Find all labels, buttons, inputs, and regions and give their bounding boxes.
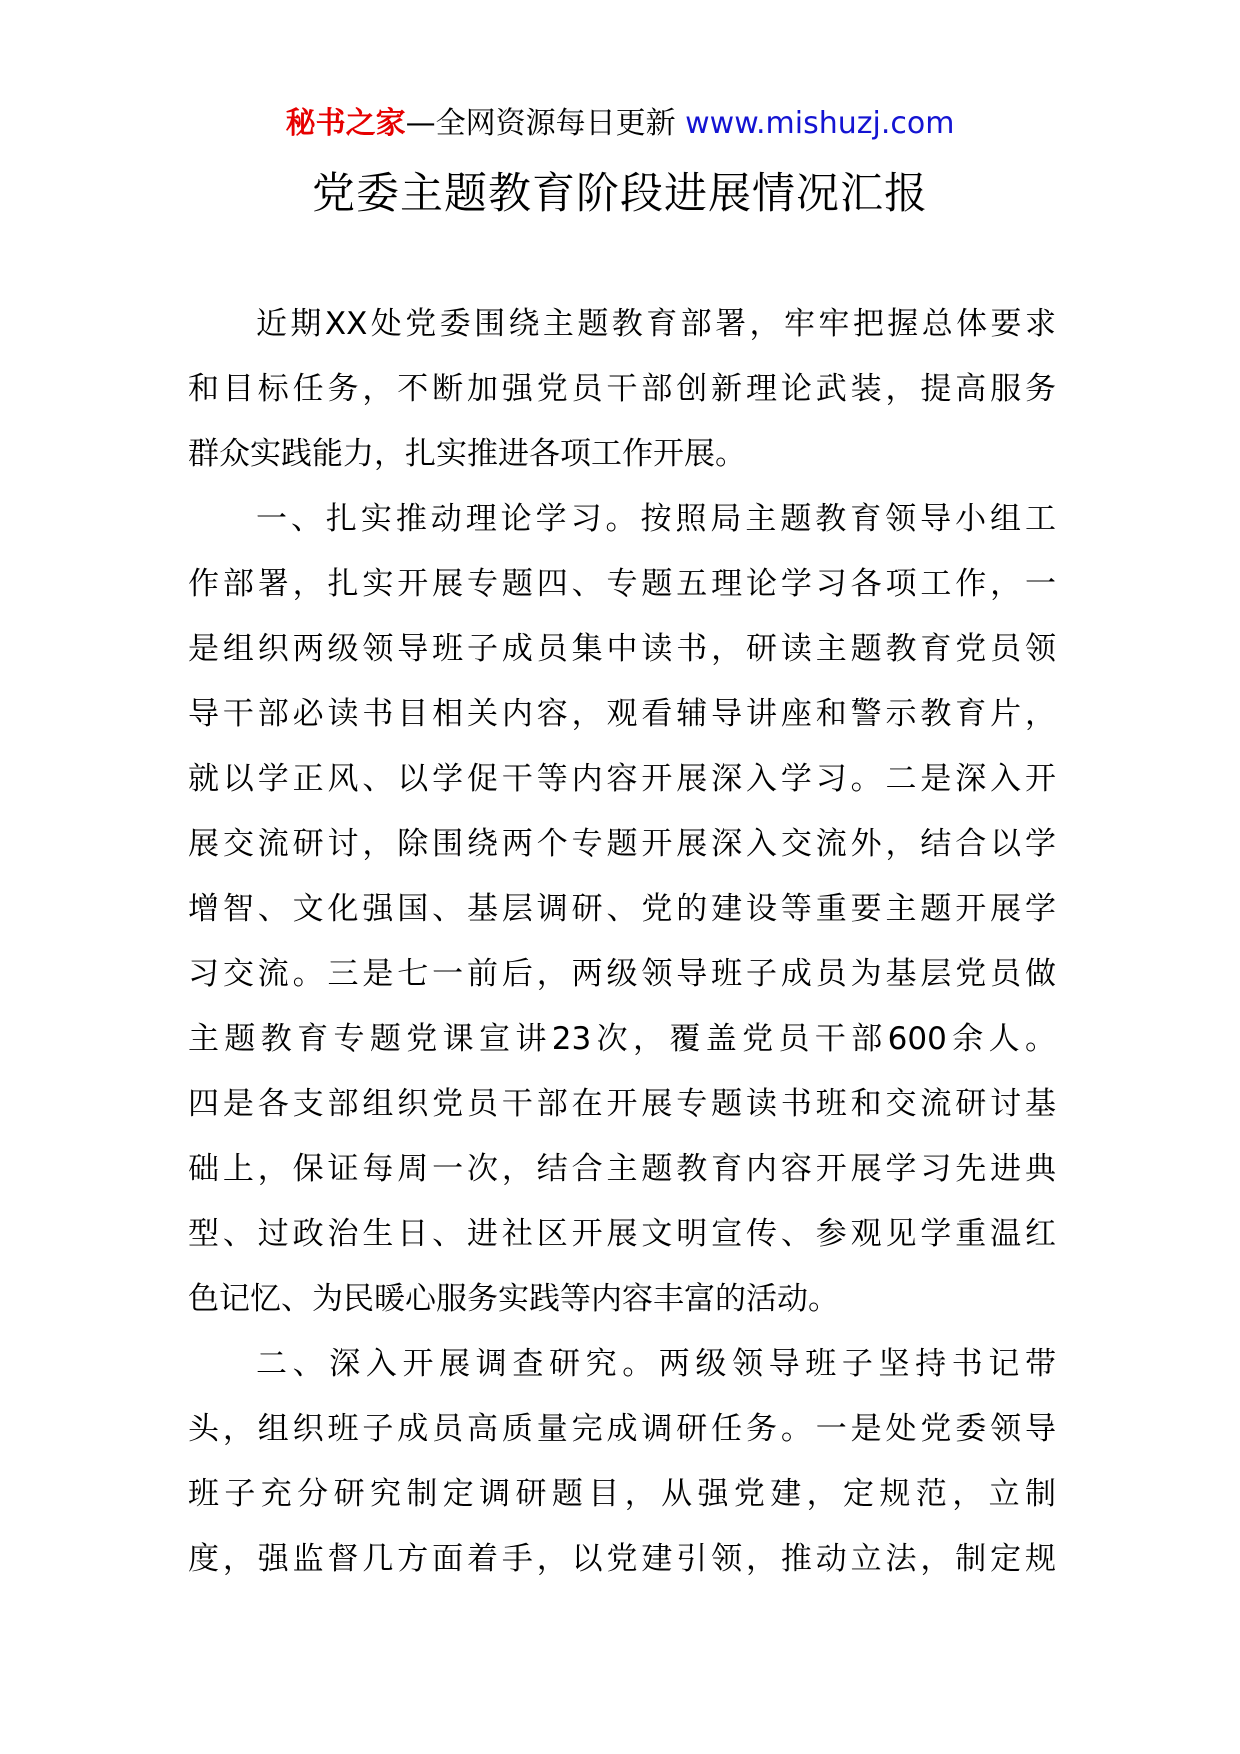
paragraph-line: 群众实践能力，扎实推进各项工作开展。	[188, 436, 746, 472]
paragraph-line: 二、深入开展调查研究。两级领导班子坚持书记带	[256, 1346, 1056, 1382]
paragraph-line: 和目标任务，不断加强党员干部创新理论武装，提高服务	[188, 371, 1056, 407]
paragraph-line: 班子充分研究制定调研题目，从强党建，定规范，立制	[188, 1476, 1056, 1512]
paragraph-line: 四是各支部组织党员干部在开展专题读书班和交流研讨基	[188, 1086, 1056, 1122]
paragraph-line: 增智、文化强国、基层调研、党的建设等重要主题开展学	[188, 891, 1056, 927]
paragraph-line: 导干部必读书目相关内容，观看辅导讲座和警示教育片，	[188, 696, 1056, 732]
paragraph-line: 头，组织班子成员高质量完成调研任务。一是处党委领导	[188, 1411, 1056, 1447]
paragraph-line: 主题教育专题党课宣讲23次，覆盖党员干部600余人。	[188, 1021, 1056, 1057]
header-brand: 秘书之家	[285, 106, 406, 141]
paragraph-line: 是组织两级领导班子成员集中读书，研读主题教育党员领	[188, 631, 1056, 667]
header-slogan: —全网资源每日更新	[405, 106, 676, 141]
paragraph-line: 就以学正风、以学促干等内容开展深入学习。二是深入开	[188, 761, 1056, 797]
watermark-header	[0, 102, 1240, 146]
paragraph-line: 习交流。三是七一前后，两级领导班子成员为基层党员做	[188, 956, 1056, 992]
paragraph-line: 础上，保证每周一次，结合主题教育内容开展学习先进典	[188, 1151, 1056, 1187]
paragraph-line: 作部署，扎实开展专题四、专题五理论学习各项工作，一	[188, 566, 1056, 602]
paragraph-line: 一、扎实推动理论学习。按照局主题教育领导小组工	[256, 501, 1056, 537]
paragraph-line: 近期XX处党委围绕主题教育部署，牢牢把握总体要求	[256, 306, 1056, 342]
paragraph-line: 型、过政治生日、进社区开展文明宣传、参观见学重温红	[188, 1216, 1056, 1252]
header-url-link[interactable]: www.mishuzj.com	[685, 106, 955, 141]
paragraph-line: 色记忆、为民暖心服务实践等内容丰富的活动。	[188, 1281, 839, 1317]
document-body	[188, 292, 1056, 1592]
paragraph-line: 展交流研讨，除围绕两个专题开展深入交流外，结合以学	[188, 826, 1056, 862]
paragraph-line: 度，强监督几方面着手，以党建引领，推动立法，制定规	[188, 1541, 1056, 1577]
document-title: 党委主题教育阶段进展情况汇报	[312, 169, 928, 219]
